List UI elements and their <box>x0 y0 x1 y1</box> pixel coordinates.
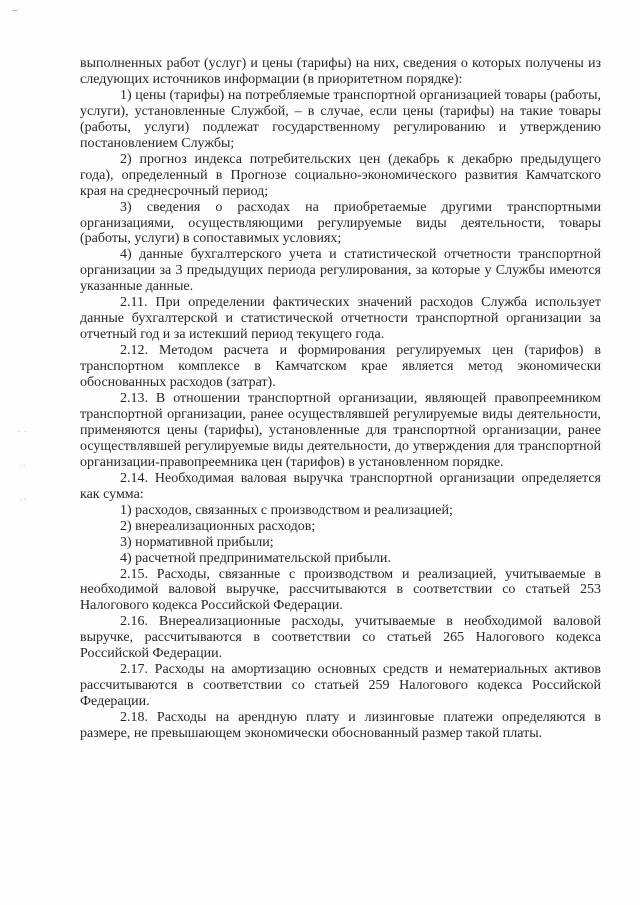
list-item: 2) внереализационных расходов; <box>120 518 316 534</box>
clause-2-14: 2.14. Необходимая валовая выручка транспортной организации определяется как сумма: <box>80 470 601 502</box>
list-item: 1) цены (тарифы) на потребляемые транспортной организацией товары (работы, услуги), установленные Службой, – в случае, если цены (тарифы) на такие товары (работы, услуги) подлежат государственному регулированию и утверждению постановлением Службы; <box>80 87 601 151</box>
paragraph-continuation: выполненных работ (услуг) и цены (тарифы) на них, сведения о которых получены из следующих источников информации (в приоритетном порядке): <box>80 56 601 87</box>
scan-artifact <box>12 10 18 11</box>
clause-2-15: 2.15. Расходы, связанные с производством и реализацией, учитываемые в необходимой валовой выручке, рассчитываются в соответствии со статьей 253 Налогового кодекса Российской Федерации. <box>80 566 601 614</box>
scan-artifact: ·· <box>20 462 27 470</box>
document-body <box>80 56 601 742</box>
clause-2-11: 2.11. При определении фактических значений расходов Служба использует данные бухгалтерской и статистической отчетности транспортной организации за отчетный год и за истекший период текущего года. <box>80 295 601 343</box>
clause-2-17: 2.17. Расходы на амортизацию основных средств и нематериальных активов рассчитываются в соответствии со статьей 259 Налогового кодекса Российской Федерации. <box>80 662 601 710</box>
clause-2-16: 2.16. Внереализационные расходы, учитываемые в необходимой валовой выручке, рассчитываются в соответствии со статьей 265 Налогового кодекса Российской Федерации. <box>80 614 601 662</box>
clause-2-13: 2.13. В отношении транспортной организации, являющей правопреемником транспортной организации, ранее осуществлявшей регулируемые виды деятельности, применяются цены (тарифы), установленные для транспортной организации, ранее осуществлявшей регулируемые виды деятельности, до утверждения для транспортной организации-правопреемника цен (тарифов) в установленном порядке. <box>80 391 601 470</box>
list-item: 1) расходов, связанных с производством и реализацией; <box>120 502 453 518</box>
scan-artifact: ·· <box>20 496 27 504</box>
list-item: 2) прогноз индекса потребительских цен (декабрь к декабрю предыдущего года), определенный в Прогнозе социально-экономического развития Камчатского края на среднесрочный период; <box>80 151 601 199</box>
list-item: 4) расчетной предпринимательской прибыли. <box>120 550 391 566</box>
list-item: 3) сведения о расходах на приобретаемые другими транспортными организациями, осуществляющими регулируемые виды деятельности, товары (работы, услуги) в сопоставимых условиях; <box>80 199 601 247</box>
clause-2-18: 2.18. Расходы на арендную плату и лизинговые платежи определяются в размере, не превышающем экономически обоснованный размер такой платы. <box>80 710 601 742</box>
clause-2-12: 2.12. Методом расчета и формирования регулируемых цен (тарифов) в транспортном комплексе в Камчатском крае является метод экономически обоснованных расходов (затрат). <box>80 343 601 391</box>
list-item: 4) данные бухгалтерского учета и статистической отчетности транспортной организации за 3 предыдущих периода регулирования, за которые у Службы имеются указанные данные. <box>80 247 601 295</box>
list-item: 3) нормативной прибыли; <box>120 534 274 550</box>
scan-artifact: · · <box>18 428 28 436</box>
